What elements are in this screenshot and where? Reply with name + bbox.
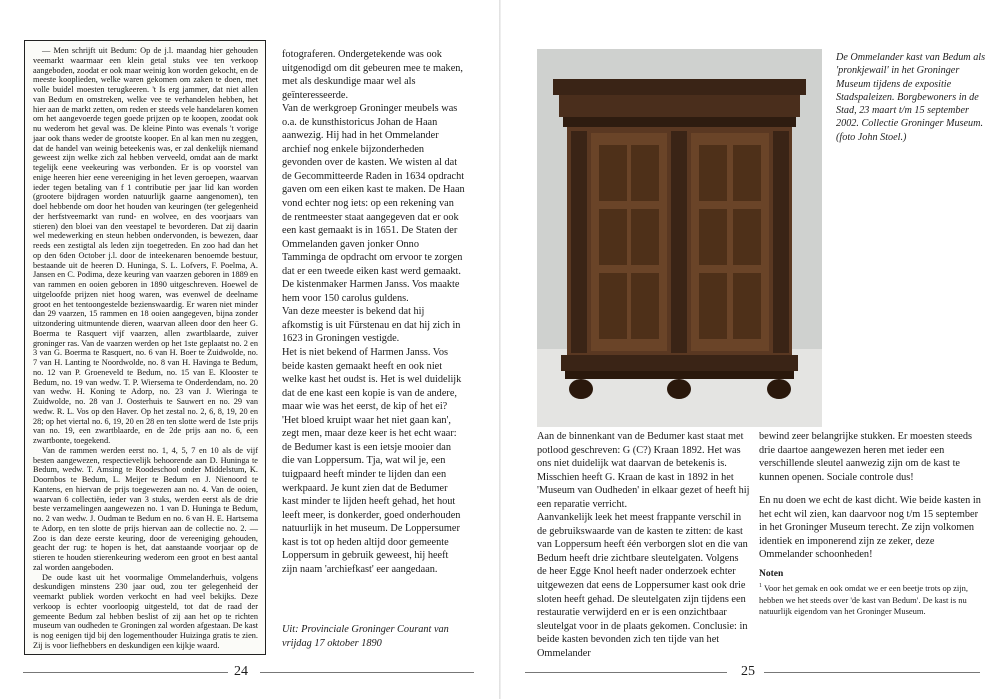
footer-rule bbox=[764, 672, 980, 673]
page-number: 24 bbox=[234, 664, 248, 679]
body-paragraph: fotograferen. Ondergetekende was ook uitgenodigd om dit gebeuren mee te maken, met als deskundige maar wel als geïnteresseerde. bbox=[282, 49, 463, 101]
body-paragraph: Aanvankelijk leek het meest frappante verschil in de gebruikswaarde van de kasten te zitten: de kast van Loppersum heeft één verborgen slot en die van Bedum heeft drie zichtbare sleutelgaten. Volgens de heer Egge Knol heeft nader onderzoek echter uitgewezen dat eens de Loppersumer kast ook drie sloten heeft gehad. De sleutelgaten zijn tijdens een restauratie verwijderd en er is een onzichtbaar sleutelgat voor in de plaats gekomen. Conclusie: in beide kasten bevonden zich ten tijde van het Ommelander bbox=[537, 512, 748, 659]
right-page-column-left bbox=[537, 430, 750, 660]
body-paragraph: 'Het bloed kruipt waar het niet gaan kan', zegt men, maar deze keer is het echt waar: de Bedumer kast is een ietsje mooier dan die van Loppersum. Tja, wat wil je, een tuigpaard heeft minder te lijden dan een werkpaard. Je kunt zien dat de Bedumer kast minder te lijden heeft gehad, het hout leeft meer, is donkerder, goed onderhouden natuurlijk in het museum. De Loppersumer kast is tot op heden altijd door gemeente Loppersum in gebruik geweest, hij heeft zijn naam 'archiefkast' eer aangedaan. bbox=[282, 414, 461, 575]
clipping-paragraph: Van de rammen werden eerst no. 1, 4, 5, 7 en 10 als de vijf besten aangewezen, respectievelijk behoorende aan D. Huninga te Bedum, wedw. T. Amsing te Roodeschool onder Middelstum, K. Doornbos te Bedum, L. Meijer te Bedum en J. Nienoord te Kantens, en hiervan de prijs toegewezen aan no. 4. Van de ooien, waarvan 6 collectiën, ieder van 3 stuks, werden eerst als de drie beste verzamelingen aangewezen no. 1 van D. Huninga te Bedum, no. 2 van wedw. J. Oudman te Bedum en no. 6 van H. E. Hartsema te Adorp, en ten slotte de prijs hiervan aan de collectie no. 2. — Zoo is dan deze eerste keuring, door de vereeniging gehouden, geacht der rug: te hopen is het, dat aanstaande voorjaar op de stieren te houden stierenkeuring wederom een groot en best aantal zal worden aangeboden. bbox=[33, 445, 258, 572]
clipping-paragraph: De oude kast uit het voormalige Ommelanderhuis, volgens deskundigen minstens 230 jaar oud, zou ter gelegenheid der veemarkt publiek worden verkocht en had veel bekijks. Deze verkoop is echter voorloopig uitgesteld, tot dat de raad der gemeente Bedum zal hebben beslist of zij aan het op te richten museum van oudheden te Groningen zal worden afgestaan. De kast is nog eenigen tijd bij den logementhouder Huizinga gratis te zien. Zij is voor liefhebbers en deskundigen een kijkje waard. bbox=[33, 572, 258, 650]
body-paragraph: Van de werkgroep Groninger meubels was o.a. de kunsthistoricus Johan de Haan aanwezig. Hij had in het Ommelander archief nog enkele bijzonderheden gevonden over de kasten. We wisten al dat de Gecommitteerde Raden in 1634 opdracht gaven om een eiken kast te maken. De Haan vond echter nog iets: op een rekening van de rentmeester staat aangegeven dat er ook een kast gemaakt is in 1651. De Staten der Ommelanden gaven jonker Onno Tamminga de opdracht om ervoor te zorgen dat er een tweede eiken kast werd gemaakt. De kistenmaker Harmen Janss. Vos maakte hem voor 150 carolus guldens. bbox=[282, 103, 465, 304]
body-paragraph: Van deze meester is bekend dat hij afkomstig is uit Fürstenau en dat hij zich in 1623 in Groningen vestigde. bbox=[282, 306, 461, 345]
page-number: 25 bbox=[741, 664, 755, 679]
body-paragraph: Aan de binnenkant van de Bedumer kast staat met potlood geschreven: G (C?) Kraan 1892. Het was ons niet duidelijk wat daarvan de betekenis is. Misschien heeft G. Kraan de kast in 1892 in het 'Museum van Oudheden' in elkaar gezet of heeft hij een reparatie verricht. bbox=[537, 431, 750, 510]
body-paragraph: En nu doen we echt de kast dicht. Wie beide kasten in het echt wil zien, kan daarvoor nog t/m 15 september in het Groninger Museum terecht. Ze zijn volkomen identiek en imponerend zijn ze zeker, deze Ommelander schoonheden! bbox=[759, 495, 981, 561]
photo-caption: De Ommelander kast van Bedum als 'pronkjewail' in het Groninger Museum tijdens de expositie Stadspaleizen. Borgbewoners in de Stad, 23 maart t/m 15 september 2002. Collectie Groninger Museum. (foto John Stoel.) bbox=[836, 52, 986, 143]
left-page-column bbox=[282, 48, 465, 576]
source-credit: Uit: Provinciale Groninger Courant van vrijdag 17 oktober 1890 bbox=[282, 624, 449, 649]
clipping-paragraph: — Men schrijft uit Bedum: Op de j.l. maandag hier gehouden veemarkt waarmaar een klein getal stuks vee ten verkoop aangeboden, zoodat er ook maar weinig kon worden gekocht, en de meeste kooplieden, welke waren gekomen om zaken te doen, met volle buidel moesten terugkeeren. 't Is erg jammer, dat niet allen van Bedum en omstreken, welke vee te verhandelen hebben, het hier aan de markt zetten, om reden er steeds vele handelaren komen om het aangevoerde tegen goede prijzen op te koopen, zoodat ook nu wederom het geval was. De kleine Pinto was evenals 't vorige jaar ook thans weder de grootste kooper. En al kan men nu zeggen, dat de handel van weinig beteekenis was, er zal denkelijk niemand geweest zijn welke zich zal hebben verveeld, omdat aan de markt tegelijk eene veekeuring was verbonden. Er is op voorstel van enige heeren hier eene vereeniging in het leven geroepen, waarvan ieder tegen betaling van f 1 contributie per jaar lid kan worden (grootere bijdragen worden natuurlijk gaarne aangenomen), ten doel hebbende om door het houden van keuringen (ter gelegenheid der herfstveemarkt van rund- en wolvee, en des voorjaars van stieren) den bloei van den veestapel te bevorderen. Dat zij daarin wel medewerking en steun hebben ondervonden, is bewezen, daar reeds een zestigtal als leden zijn toegetreden. En zoo had dan het op den 6den October j.l. door de inteekenaren benoemde bestuur, bestaande uit de heeren D. Huninga, S. L. Lofvers, F. Poelma, A. Jansen en C. Podima, deze keuring van vaarzen geboren in 1889 en van rammen en ooien geboren in 1890 uitgeschreven. Hoewel de uitgeloofde prijzen niet hoog waren, was evenwel de deelname groot en het tentoongestelde bezienswaardig. Er waren niet minder dan 29 vaarzen, 15 rammen en 18 ooien aangegeven, bijna zonder uitzondering uitmuntende dieren, waarvan alleen door den heer G. Boerma te Rasquert vijf vaarzen, allen zwartblaarde, zuiver groninger ras. Van de vaarzen werden op het 1ste geplaatst no. 2 en 3 van G. Boerma te Rasquert, no. 6 van H. Boer te Zuidwolde, no. 7 van H. Lanting te Noordwolde, no. 8 van H. Havinga te Bedum, no. 12 van P. Groeneveld te Bedum, no. 15 van E. Klooster te Bedum, no. 19 van wedw. T. P. Wiersema te Onderdendam, no. 20 van wedw. H. Koning te Adorp, no. 23 van J. Wieringa te Zuidwolde, no. 28 van J. Oosterhuis te Sauwert en no. 29 van wedw. R. L. Vos op den Haver. Op het zestal no. 2, 6, 8, 19, 20 en 28; op het viertal no. 6, 19, 20 en 28 en ten slotte werd de 1ste prijs van no. 19, een zwartblaarde, en de 2de prijs aan no. 6, een zwartbonte, toegekend. bbox=[33, 46, 258, 445]
footer-rule bbox=[525, 672, 727, 673]
footnote bbox=[759, 581, 984, 617]
footnote-text: Voor het gemak en ook omdat we er een beetje trots op zijn, hebben we het steeds over 'de kast van Bedum'. De kast is nu natuurlijk eigendom van het Groninger Museum. bbox=[759, 583, 969, 616]
cabinet-photo bbox=[537, 49, 822, 427]
notes-heading: Noten bbox=[759, 568, 784, 579]
footer-rule bbox=[260, 672, 474, 673]
page-gutter bbox=[499, 0, 501, 699]
cabinet-image bbox=[537, 49, 822, 427]
footer-rule bbox=[23, 672, 228, 673]
footnote-marker: 1 bbox=[759, 583, 762, 590]
newspaper-clipping bbox=[24, 40, 266, 655]
body-paragraph: Het is niet bekend of Harmen Janss. Vos beide kasten gemaakt heeft en ook niet welke kast het oudst is. Het is wel duidelijk dat de ene kast een kopie is van de andere, maar wie was het eerst, de kip of het ei? bbox=[282, 347, 462, 413]
clipping-text bbox=[25, 41, 265, 655]
right-page-column-right bbox=[759, 430, 984, 617]
body-paragraph: bewind zeer belangrijke stukken. Er moesten steeds drie daartoe aangewezen heren met ieder een verschillende sleutel aanwezig zijn om de kast te kunnen openen. Sociale controle dus! bbox=[759, 431, 973, 483]
